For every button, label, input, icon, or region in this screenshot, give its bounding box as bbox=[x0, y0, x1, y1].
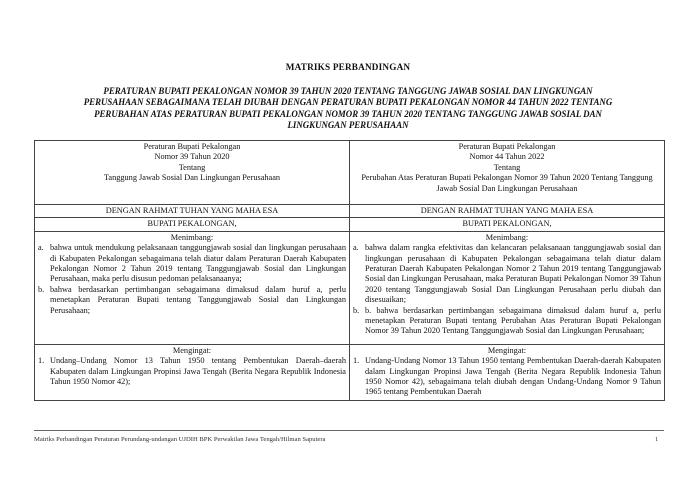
right-preamble: DENGAN RAHMAT TUHAN YANG MAHA ESA bbox=[350, 205, 665, 218]
list-text: Undang–Undang Nomor 13 Tahun 1950 tentang Pembentukan Daerah–daerah Kabupaten dalam Lingkungan Propinsi Jawa Tengah (Berita Negara Republik Indonesia Tahun 1950 Nomor 42); bbox=[50, 356, 346, 387]
list-marker: 1. bbox=[38, 356, 45, 366]
page-title: MATRIKS PERBANDINGAN bbox=[285, 62, 411, 72]
right-header-line: Peraturan Bupati Pekalongan bbox=[458, 142, 556, 151]
list-text: Undang-Undang Nomor 13 Tahun 1950 tentang Pembentukan Daerah-daerah Kabupaten dalam Lingkungan Propinsi Jawa Tengah (Berita Negara Republik Indonesia Tahun 1950 Nomor 42), sebagaimana telah diubah dengan Undang-Undang Nomor 9 Tahun 1965 tentang Pembentukan Daerah bbox=[365, 356, 661, 397]
footer-divider bbox=[34, 430, 664, 431]
list-item bbox=[353, 243, 661, 305]
list-item bbox=[38, 243, 346, 285]
list-text: bahwa berdasarkan pertimbangan sebagaimana dimaksud dalam huruf a, perlu menetapkan Peraturan Bupati tentang Tanggungjawab Sosial dan Lingkungan Perusahaan; bbox=[50, 284, 346, 315]
page-number: 1 bbox=[655, 436, 659, 443]
right-header-line: Tentang bbox=[493, 162, 521, 172]
list-item bbox=[38, 356, 346, 387]
left-header-line: Tanggung Jawab Sosial Dan Lingkungan Perusahaan bbox=[103, 173, 281, 183]
left-preamble: DENGAN RAHMAT TUHAN YANG MAHA ESA bbox=[35, 205, 350, 218]
comparison-matrix bbox=[34, 140, 665, 401]
list-marker: b. bbox=[353, 305, 360, 315]
right-menimbang-list bbox=[353, 243, 661, 337]
right-mengingat-list bbox=[353, 356, 661, 398]
right-mengingat-cell bbox=[350, 344, 665, 400]
right-menimbang-cell bbox=[350, 231, 665, 344]
table-row-header bbox=[35, 141, 665, 205]
regulation-title bbox=[36, 86, 660, 132]
list-marker: a. bbox=[38, 243, 44, 253]
table-row-preamble bbox=[35, 205, 665, 218]
table-row-menimbang bbox=[35, 231, 665, 344]
left-menimbang-label: Menimbang: bbox=[170, 232, 214, 242]
left-mengingat-cell bbox=[35, 344, 350, 400]
right-header-line: Perubahan Atas Peraturan Bupati Pekalongan Nomor 39 Tahun 2020 Tentang Tanggung Jawab Sosial Dan Lingkungan Perusahaan bbox=[361, 173, 653, 193]
list-text: bahwa dalam rangka efektivitas dan kelancaran pelaksanaan tanggungjawab sosial dan lingkungan perusahaan di Kabupaten Pekalongan sebagaimana telah diatur dalam Peraturan Daerah Kabupaten Pekalongan Nomor 2 Tahun 2019 tentang Tanggungjawab Sosial dan Lingkungan Perusahaan, maka Peraturan Bupati Pekalongan Nomor 39 Tahun 2020 tentang Tanggungjawab Sosial Dan Lingkungan Perusahaan perlu diubah dan disesuaikan; bbox=[365, 243, 661, 305]
left-menimbang-cell bbox=[35, 231, 350, 344]
left-mengingat-list bbox=[38, 356, 346, 387]
list-item bbox=[38, 285, 346, 316]
list-text: b. bahwa berdasarkan pertimbangan sebagaimana dimaksud dalam huruf a, perlu menetapkan Peraturan Bupati tentang Perubahan Atas Peraturan Bupati Pekalongan Nomor 39 Tahun 2020 Tentang Tanggungjawab Sosial dan Lingkungan Perusahaan; bbox=[365, 305, 661, 336]
left-header-line: Tentang bbox=[178, 162, 206, 172]
regulation-title-line: PERUSAHAAN SEBAGAIMANA TELAH DIUBAH DENGAN PERATURAN BUPATI PEKALONGAN NOMOR 44 TAHUN 2022 TENTANG bbox=[83, 97, 613, 108]
list-item bbox=[353, 356, 661, 398]
table-row-regent bbox=[35, 218, 665, 231]
footer-text: Matriks Perbandingan Peraturan Perundang-undangan UJDIH BPK Perwakilan Jawa Tengah/Hilman Saputera bbox=[34, 436, 326, 443]
list-text: bahwa untuk mendukung pelaksanaan tanggungjawab sosial dan lingkungan perusahaan di Kabupaten Pekalongan sebagaimana telah diatur dalam Peraturan Daerah Kabupaten Pekalongan Nomor 2 Tahun 2019 tentang Tanggungjawab Sosial dan Lingkungan Perusahaan, maka perlu disusun pedoman pelaksanaanya; bbox=[50, 243, 346, 284]
list-marker: b. bbox=[38, 284, 45, 294]
table-row-mengingat bbox=[35, 344, 665, 400]
right-menimbang-label: Menimbang: bbox=[485, 232, 529, 242]
left-header-cell bbox=[35, 141, 350, 205]
left-mengingat-label: Mengingat: bbox=[172, 345, 212, 355]
right-header-cell bbox=[350, 141, 665, 205]
left-regent: BUPATI PEKALONGAN, bbox=[35, 218, 350, 231]
regulation-title-line: PERUBAHAN ATAS PERATURAN BUPATI PEKALONGAN NOMOR 39 TAHUN 2020 TENTANG TANGGUNG JAWAB SOSIAL DAN bbox=[94, 108, 602, 119]
list-marker: 1. bbox=[353, 356, 360, 366]
left-header-line: Peraturan Bupati Pekalongan bbox=[143, 142, 241, 151]
left-menimbang-list bbox=[38, 243, 346, 316]
regulation-title-line: LINGKUNGAN PERUSAHAAN bbox=[287, 120, 409, 131]
right-mengingat-label: Mengingat: bbox=[487, 345, 527, 355]
left-header-line: Nomor 39 Tahun 2020 bbox=[154, 152, 230, 162]
list-item bbox=[353, 306, 661, 337]
right-header-line: Nomor 44 Tahun 2022 bbox=[469, 152, 545, 162]
regulation-title-line: PERATURAN BUPATI PEKALONGAN NOMOR 39 TAHUN 2020 TENTANG TANGGUNG JAWAB SOSIAL DAN LINGKUNGAN bbox=[103, 86, 593, 96]
list-marker: a. bbox=[353, 243, 359, 253]
right-regent: BUPATI PEKALONGAN, bbox=[350, 218, 665, 231]
